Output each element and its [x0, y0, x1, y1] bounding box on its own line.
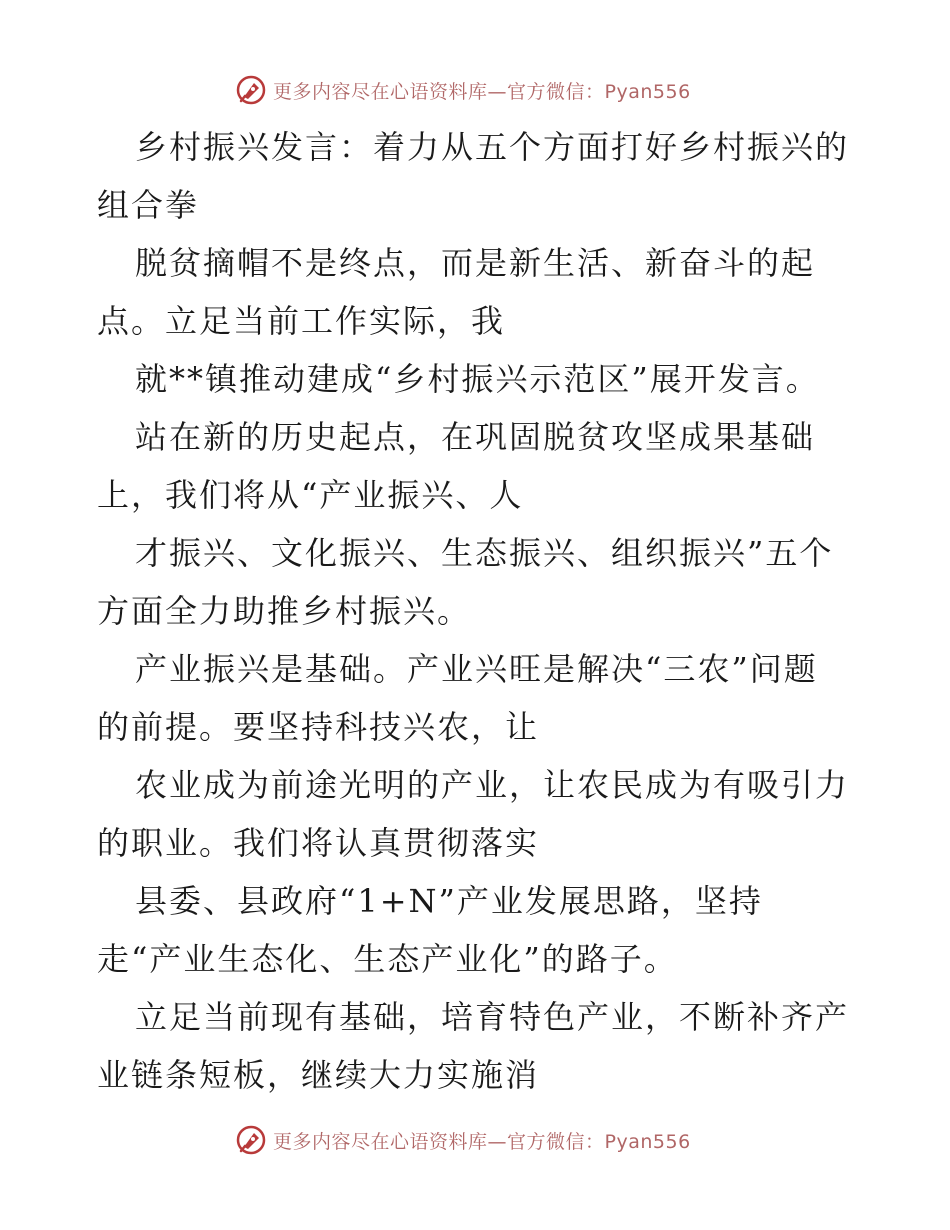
- document-body: [97, 118, 857, 1104]
- header-watermark: [235, 73, 691, 107]
- paragraph-line: 方面全力助推乡村振兴。: [97, 592, 472, 630]
- paragraph-line: 点。立足当前工作实际，我: [97, 302, 506, 340]
- pen-nib-logo-icon: [235, 74, 267, 106]
- paragraph-line: 上，我们将从“产业振兴、人: [97, 476, 524, 514]
- paragraph-line: 走“产业生态化、生态产业化”的路子。: [97, 940, 678, 978]
- paragraph-line: 县委、县政府“1+N”产业发展思路，坚持: [135, 882, 763, 920]
- paragraph-line: 业链条短板，继续大力实施消: [97, 1056, 540, 1094]
- doc-title-line-1: 乡村振兴发言：着力从五个方面打好乡村振兴的: [135, 128, 850, 166]
- doc-title-line-2: 组合拳: [97, 186, 200, 224]
- paragraph-line: 立足当前现有基础，培育特色产业，不断补齐产: [135, 998, 850, 1036]
- pen-nib-logo-icon: [235, 1124, 267, 1156]
- paragraph-line: 农业成为前途光明的产业，让农民成为有吸引力: [135, 766, 850, 804]
- paragraph-line: 站在新的历史起点，在巩固脱贫攻坚成果基础: [135, 418, 816, 456]
- paragraph-line: 产业振兴是基础。产业兴旺是解决“三农”问题: [135, 650, 818, 688]
- paragraph-line: 的职业。我们将认真贯彻落实: [97, 824, 540, 862]
- paragraph-line: 才振兴、文化振兴、生态振兴、组织振兴”五个: [135, 534, 834, 572]
- watermark-text: 更多内容尽在心语资料库—官方微信：Pyan556: [273, 80, 691, 103]
- watermark-text: 更多内容尽在心语资料库—官方微信：Pyan556: [273, 1130, 691, 1153]
- paragraph-line: 脱贫摘帽不是终点，而是新生活、新奋斗的起: [135, 244, 816, 282]
- paragraph-line: 的前提。要坚持科技兴农，让: [97, 708, 540, 746]
- footer-watermark: [235, 1123, 691, 1157]
- paragraph-line: 就**镇推动建成“乡村振兴示范区”展开发言。: [135, 360, 820, 398]
